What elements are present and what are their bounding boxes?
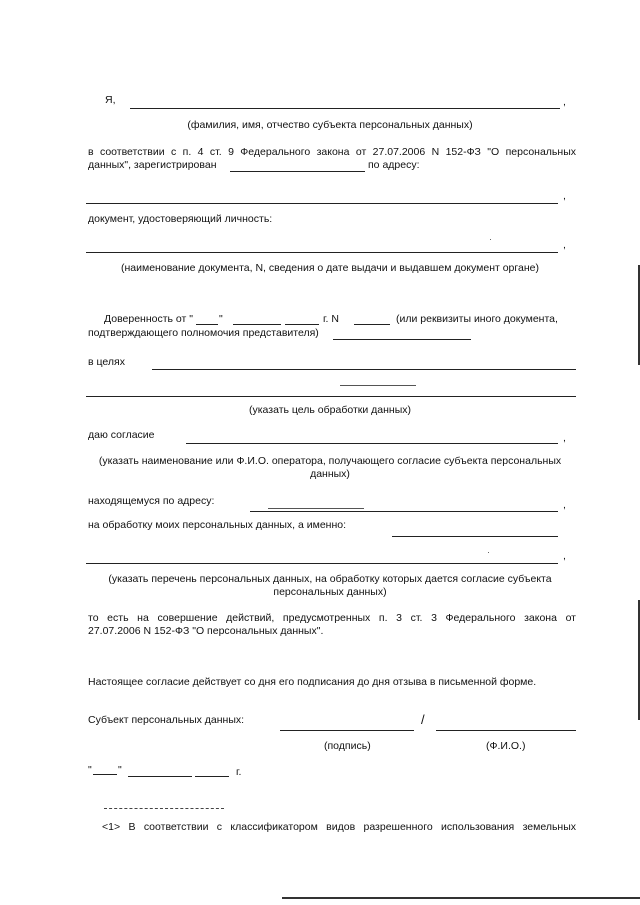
- operator-caption-line2: данных): [310, 468, 350, 480]
- fio-short-caption: (Ф.И.О.): [486, 740, 526, 752]
- fio-caption: (фамилия, имя, отчество субъекта персональных данных): [187, 119, 473, 131]
- subject-pronoun: Я,: [105, 94, 116, 106]
- id-document-caption: (наименование документа, N, сведения о дате выдачи и выдавшем документ органе): [121, 262, 539, 274]
- signature-caption: (подпись): [324, 740, 371, 752]
- scan-speck: [488, 552, 489, 553]
- signature-line[interactable]: [280, 730, 414, 731]
- fio-short-line[interactable]: [436, 730, 576, 731]
- basis-text-line2: данных", зарегистрирован: [88, 159, 217, 171]
- validity-text: Настоящее согласие действует со дня его подписания до дня отзыва в письменной форме.: [88, 676, 537, 688]
- purpose-line-2[interactable]: [86, 396, 576, 397]
- poa-label: Доверенность от ": [104, 313, 193, 325]
- actions-text-line1: то есть на совершение действий, предусмотренных п. 3 ст. 3 Федерального закона от: [88, 612, 576, 624]
- poa-number-line[interactable]: [354, 324, 390, 325]
- signature-separator: /: [421, 712, 425, 727]
- date-day-line[interactable]: [93, 774, 117, 775]
- comma: ,: [563, 96, 566, 108]
- location-faint-line: [268, 508, 364, 509]
- address-label: по адресу:: [368, 159, 420, 171]
- location-line[interactable]: [250, 511, 558, 512]
- comma: ,: [563, 550, 566, 562]
- poa-year-line[interactable]: [285, 324, 319, 325]
- id-document-line[interactable]: [86, 252, 558, 253]
- poa-quote: ": [219, 313, 223, 325]
- basis-text-line1: в соответствии с п. 4 ст. 9 Федерального закона от 27.07.2006 N 152-ФЗ "О персональных: [88, 146, 576, 158]
- processing-line-1[interactable]: [392, 536, 558, 537]
- scan-speck: [490, 239, 491, 240]
- date-year-label: г.: [236, 766, 242, 778]
- date-quote-close: ": [118, 764, 122, 776]
- operator-line[interactable]: [186, 443, 558, 444]
- data-list-caption-line2: персональных данных): [273, 586, 387, 598]
- subject-fio-line[interactable]: [130, 108, 560, 109]
- date-month-line[interactable]: [128, 776, 192, 777]
- consent-label: даю согласие: [88, 429, 155, 441]
- footnote-marker: <1>: [102, 821, 121, 833]
- purpose-line-1[interactable]: [152, 369, 576, 370]
- id-document-label: документ, удостоверяющий личность:: [88, 213, 273, 225]
- poa-month-line[interactable]: [233, 324, 281, 325]
- processing-line-2[interactable]: [86, 563, 558, 564]
- footnote-text: [102, 821, 576, 834]
- location-label: находящемуся по адресу:: [88, 495, 215, 507]
- footnote-separator: [104, 808, 224, 809]
- poa-authority-label: подтверждающего полномочия представителя): [88, 327, 319, 339]
- subject-signature-label: Субъект персональных данных:: [88, 714, 245, 726]
- date-quote-open: ": [88, 764, 92, 776]
- actions-text-line2: 27.07.2006 N 152-ФЗ "О персональных данных".: [88, 625, 324, 637]
- address-line[interactable]: [86, 203, 558, 204]
- operator-caption-line1: (указать наименование или Ф.И.О. оператора, получающего согласие субъекта персональных: [98, 455, 562, 467]
- poa-alt-docs: (или реквизиты иного документа,: [396, 313, 558, 325]
- comma: ,: [563, 190, 566, 202]
- data-list-caption-line1: (указать перечень персональных данных, на обработку которых дается согласие субъекта: [108, 573, 552, 585]
- comma: ,: [563, 499, 566, 511]
- comma: ,: [563, 239, 566, 251]
- footnote-body: В соответствии с классификатором видов разрешенного использования земельных: [128, 821, 577, 833]
- date-year-line[interactable]: [195, 776, 229, 777]
- comma: ,: [563, 432, 566, 444]
- purpose-label: в целях: [88, 356, 125, 368]
- registration-blank-line[interactable]: [230, 171, 365, 172]
- poa-year-number-label: г. N: [323, 313, 339, 325]
- poa-day-line[interactable]: [196, 324, 218, 325]
- scan-bottom-edge: [282, 897, 640, 899]
- purpose-caption: (указать цель обработки данных): [248, 404, 411, 416]
- purpose-faint-line: [340, 385, 416, 386]
- poa-authority-line[interactable]: [333, 339, 471, 340]
- processing-label: на обработку моих персональных данных, а именно:: [88, 519, 347, 531]
